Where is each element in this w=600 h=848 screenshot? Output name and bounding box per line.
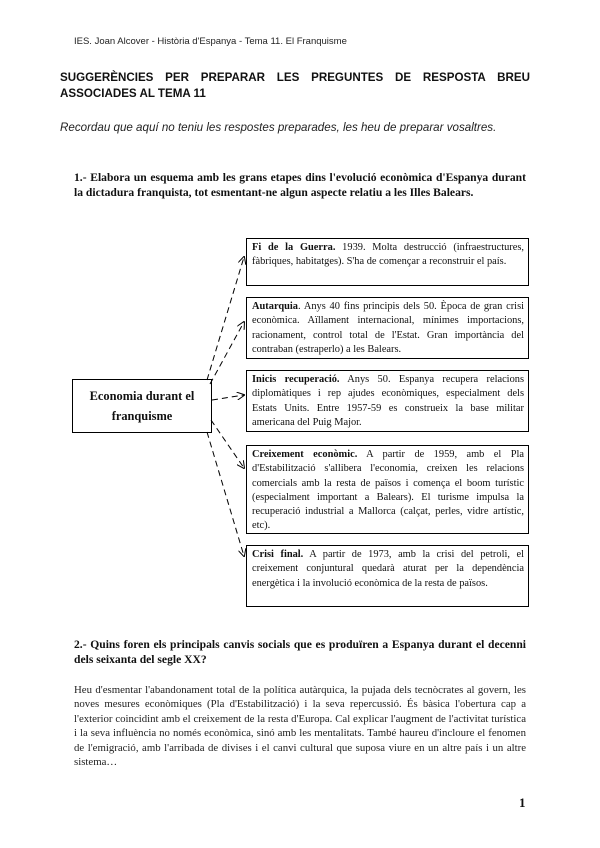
stage-box-fi-de-la-guerra [246, 238, 529, 286]
subtitle-note: Recordau que aquí no teniu les respostes preparades, les heu de preparar vosaltres. [60, 121, 497, 134]
stage-text: 1939. Molta destrucció (infraestructures, fàbriques, habitatges). S'ha de començar a reconstruir el país. [252, 242, 524, 268]
stage-text: A partir de 1959, amb el Pla d'Estabilització s'allibera l'economia, creixen les relacions comercials amb la resta de països i comença el boom turístic (especialment important a Balears). El turisme impulsa la recuperació industrial a Mallorca (calçat, perles, vidre artístic, etc). [252, 449, 524, 532]
answer-2-paragraph: Heu d'esmentar l'abandonament total de la política autàrquica, la pujada dels tecnòcrates al govern, les noves mesures econòmiques (Pla d'Estabilització) i la seva repercussió. És bàsica l'obertura cap a l'exterior coincidint amb el creixement de la resta d'Europa. Cal explicar l'augment de l'activitat turística i la seva influència no només econòmica, sinó amb les mentalitats. També haureu d'incloure el fenomen de l'emigració, amb l'arribada de divises i el canvi cultural que suposa viure en un altre país i un altre sistema… [74, 684, 526, 769]
stage-text: Anys 50. Espanya recupera relacions diplomàtiques i rep ajudes econòmiques, especialment dels Estats Units. Entre 1957-59 es construeix la base militar americana del Puig Major. [252, 374, 525, 428]
arrow-to-stage-1 [207, 257, 244, 380]
stage-title: Inicis recuperació. [252, 374, 340, 385]
page-number: 1 [519, 795, 526, 810]
page-header: IES. Joan Alcover - Història d'Espanya - Tema 11. El Franquisme [74, 36, 347, 47]
stage-box-autarquia [246, 297, 529, 359]
stage-title: Fi de la Guerra. [252, 242, 336, 253]
stage-text: A partir de 1973, amb la crisi del petroli, el creixement conjuntural quedarà aturat per la dependència energètica i la involució econòmica de la resta de països. [252, 549, 524, 589]
arrow-to-stage-3 [212, 395, 244, 400]
question-2: 2.- Quins foren els principals canvis socials que es produïren a Espanya durant el decenni dels seixanta del segle XX? [74, 638, 526, 666]
diagram-center-box [72, 379, 212, 433]
stage-title: Autarquia [252, 301, 299, 312]
diagram-center-label: Economia durant el franquisme [89, 389, 195, 423]
stage-title: Creixement econòmic. [252, 449, 358, 460]
stage-box-crisi-final [246, 545, 529, 607]
arrow-to-stage-5 [207, 432, 244, 556]
stage-box-inicis-recuperacio [246, 370, 529, 432]
document-title-line-1: SUGGERÈNCIES PER PREPARAR LES PREGUNTES DE RESPOSTA BREU [60, 71, 530, 84]
stage-box-creixement-economic [246, 445, 529, 534]
question-1: 1.- Elabora un esquema amb les grans etapes dins l'evolució econòmica d'Espanya durant la dictadura franquista, tot esmentant-ne algun aspecte relatiu a les Illes Balears. [74, 171, 526, 199]
arrow-to-stage-2 [210, 322, 244, 384]
stage-title: Crisi final. [252, 549, 304, 560]
document-title-line-2: ASSOCIADES AL TEMA 11 [60, 87, 206, 100]
stage-text: . Anys 40 fins principis dels 50. Època de gran crisi econòmica. Aïllament internacional, mínimes importacions, racionament, control total de l'Estat. Gran importància del contraban (estraperlo) a les Balears. [252, 301, 524, 355]
